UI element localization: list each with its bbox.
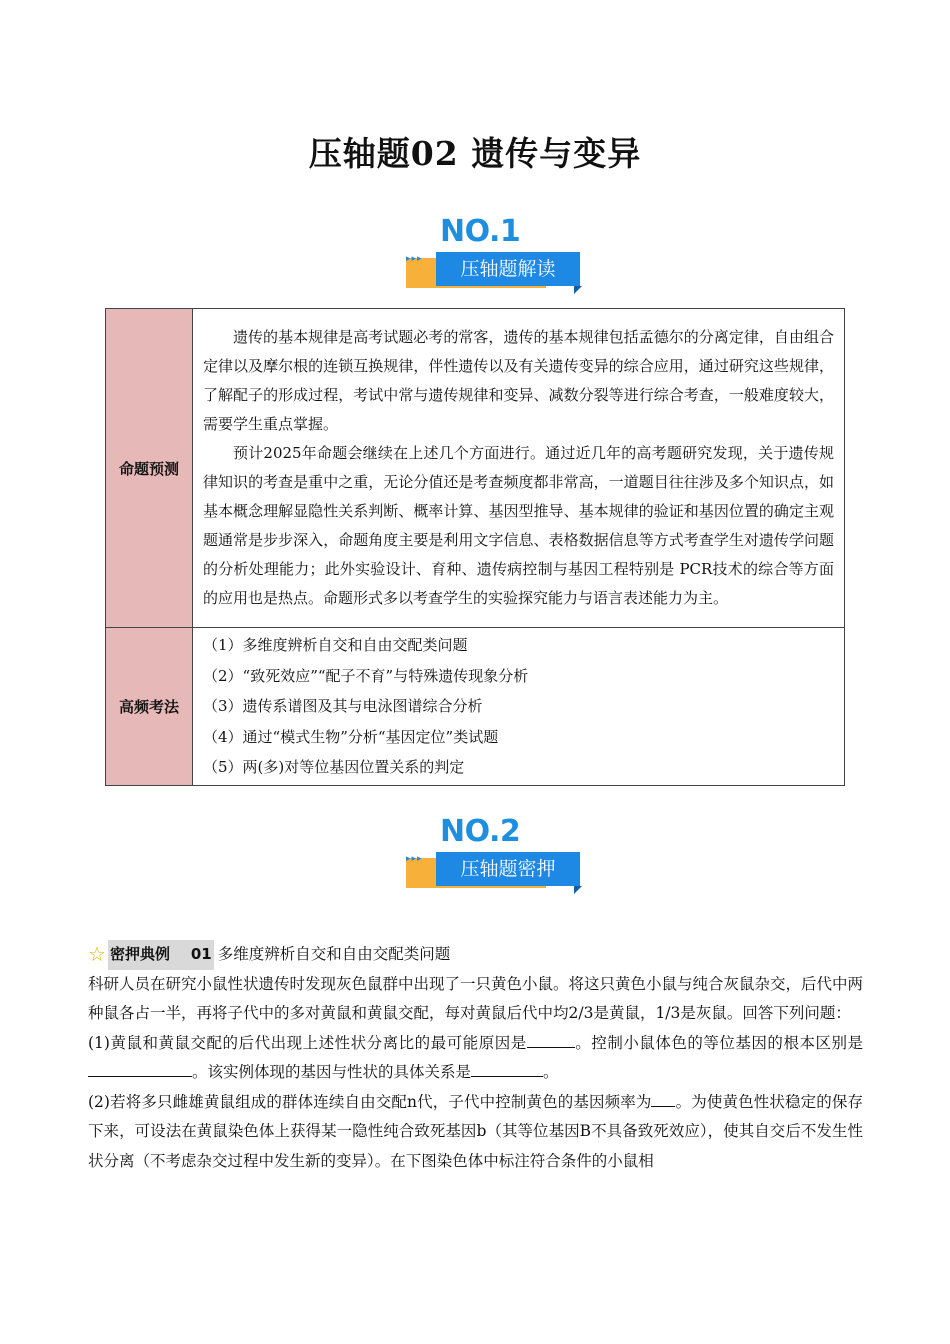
method-item: （3）遗传系谱图及其与电泳图谱综合分析 xyxy=(203,697,483,715)
prediction-paragraph-2: 预计2025年命题会继续在上述几个方面进行。通过近几年的高考题研究发现，关于遗传规律知识的考查是重中之重，无论分值还是考查频度都非常高，一道题目往往涉及多个知识点，如基本概念理解显隐性关系判断、概率计算、基因型推导、基本规律的验证和基因位置的确定主观题通常是步步深入，命题角度主要是利用文字信息、表格数据信息等方式考查学生对遗传学问题的分析处理能力；此外实验设计、育种、遗传病控制与基因工程特别是 PCR技术的综合等方面的应用也是热点。命题形式多以考查学生的实验探究能力与语言表述能力为主。 xyxy=(203,444,834,607)
badge-label: 压轴题密押 xyxy=(436,852,580,886)
example-topic: 多维度辨析自交和自由交配类问题 xyxy=(217,945,451,963)
question-2: (2)若将多只雌雄黄鼠组成的群体连续自由交配n代，子代中控制黄色的基因频率为 。为使黄色性状稳定的保存下来，可设法在黄鼠染色体上获得某一隐性纯合致死基因b（其等位基因B不具备致死效应），使其自交后不发生性状分离（不考虑杂交过程中发生新的变异）。在下图染色体中标注符合条件的小鼠相 xyxy=(88,1088,863,1177)
section-badge-1 xyxy=(404,214,594,304)
badge-fold-icon xyxy=(574,886,582,894)
label-methods: 高频考法 xyxy=(106,628,193,786)
example-intro: 科研人员在研究小鼠性状遗传时发现灰色鼠群中出现了一只黄色小鼠。将这只黄色小鼠与纯合灰鼠杂交，后代中两种鼠各占一半，再将子代中的多对黄鼠和黄鼠交配，每对黄鼠后代中均2/3是黄鼠，1/3是灰鼠。回答下列问题： xyxy=(88,974,864,1022)
method-item: （1）多维度辨析自交和自由交配类问题 xyxy=(203,636,468,654)
question-1: (1)黄鼠和黄鼠交配的后代出现上述性状分离比的最可能原因是 。控制小鼠体色的等位基因的根本区别是。该实例体现的基因与性状的具体关系是 。 xyxy=(88,1029,863,1088)
answer-blank[interactable] xyxy=(651,1088,675,1107)
badge-label: 压轴题解读 xyxy=(436,252,580,286)
arrow-dots-icon: ▸▸▸ xyxy=(406,254,423,264)
answer-blank[interactable] xyxy=(88,1058,192,1077)
answer-blank[interactable] xyxy=(471,1058,543,1077)
badge-number: NO.2 xyxy=(440,814,521,849)
example-header xyxy=(88,940,863,970)
prediction-content xyxy=(193,309,845,628)
page-title: 压轴题02 遗传与变异 xyxy=(308,134,642,173)
star-icon: ☆ xyxy=(88,942,106,966)
badge-number: NO.1 xyxy=(440,214,521,249)
example-section xyxy=(88,940,863,1176)
method-item: （2）“致死效应”“配子不育”与特殊遗传现象分析 xyxy=(203,666,529,685)
method-item: （5）两(多)对等位基因位置关系的判定 xyxy=(203,758,465,776)
methods-content xyxy=(193,628,845,786)
example-tag: 密押典例 01 xyxy=(108,940,214,970)
section-badge-2 xyxy=(404,814,594,904)
prediction-paragraph-1: 遗传的基本规律是高考试题必考的常客，遗传的基本规律包括孟德尔的分离定律，自由组合定律以及摩尔根的连锁互换规律，伴性遗传以及有关遗传变异的综合应用，通过研究这些规律，了解配子的形成过程，考试中常与遗传规律和变异、减数分裂等进行综合考查，一般难度较大，需要学生重点掌握。 xyxy=(203,328,834,433)
info-table xyxy=(105,308,845,786)
method-item: （4）通过“模式生物”分析“基因定位”类试题 xyxy=(203,727,499,746)
arrow-dots-icon: ▸▸▸ xyxy=(406,854,423,864)
badge-fold-icon xyxy=(574,286,582,294)
label-prediction: 命题预测 xyxy=(106,309,193,628)
answer-blank[interactable] xyxy=(527,1029,575,1048)
